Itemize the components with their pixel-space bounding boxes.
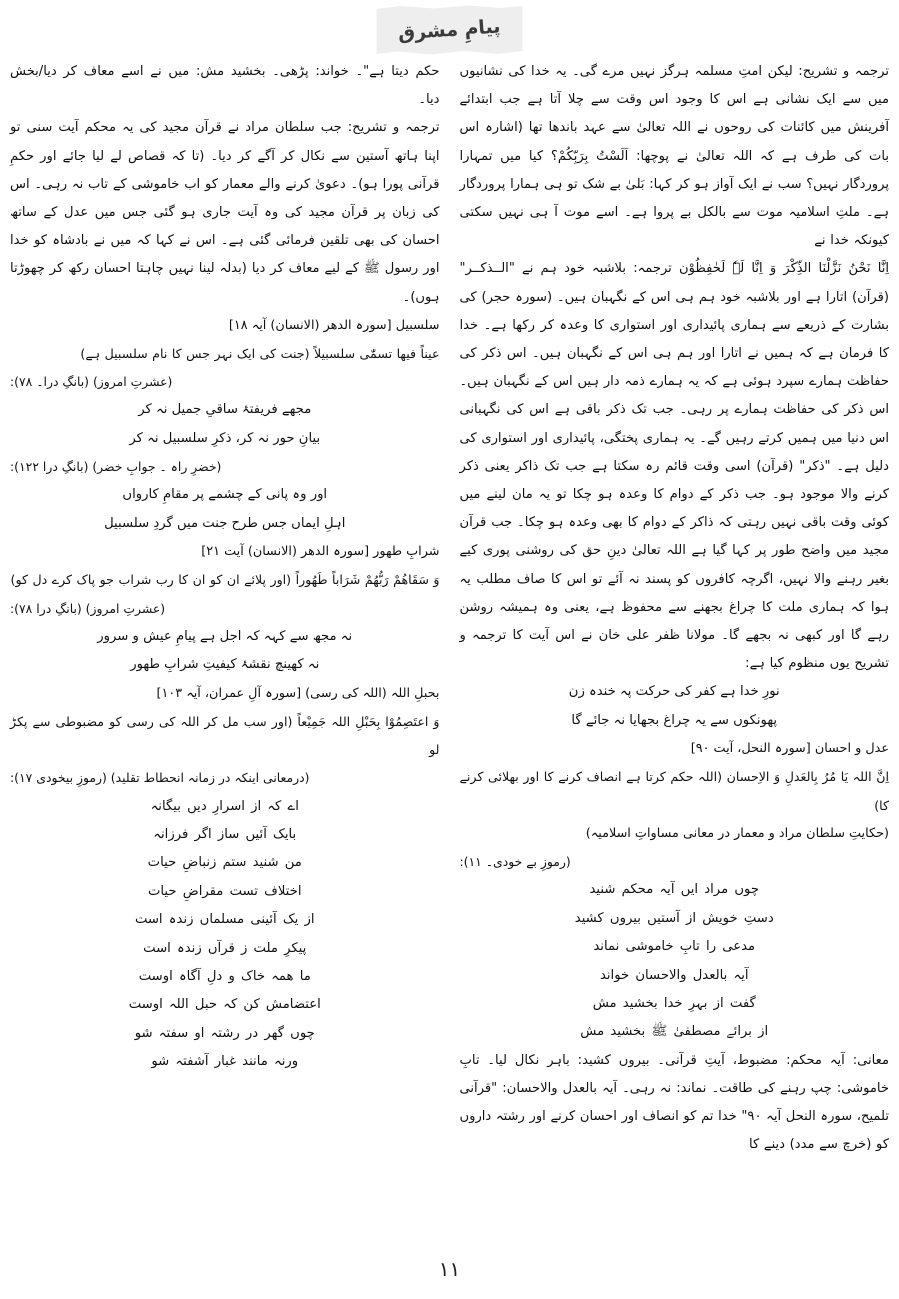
verse-line: بایک آئیں ساز اگر فرزانہ (153, 826, 297, 842)
column-left (8, 58, 444, 1243)
verse-line: از یک آئینی مسلماں زندہ است (134, 912, 315, 928)
source-citation: (عشرتِ امروز) (بانگِ درا۔ ۷۸): (10, 374, 173, 390)
verse-line: بیانِ حور نہ کر، ذکرِ سلسبیل نہ کر (129, 430, 321, 446)
column-right (456, 58, 892, 1243)
body-paragraph: وَ اعتَصِمُوْا بِحَبْلِ اللہ جَمِیْعاً (اور سب مل کر اللہ کی رسی کو مضبوطی سے پکڑ لو (10, 713, 440, 758)
verse-line: اے کہ از اسرارِ دیں بیگانہ (150, 798, 299, 814)
verse-line: نہ کھینچ نقشۂ کیفیتِ شرابِ طھور (130, 657, 320, 673)
verse-line: پھونکوں سے یہ چراغ بجھایا نہ جائے گا (571, 712, 778, 728)
source-citation: (عشرتِ امروز) (بانگِ درا ۷۸): (10, 600, 166, 616)
body-paragraph: عیناً فیھا تسمّٰی سلسبیلاً (جنت کی ایک نہر جس کا نام سلسبیل ہے) (80, 346, 440, 362)
section-heading: شرابِ طھور [سورہ الدھر (الانسان) آیت ۲۱] (201, 544, 440, 560)
verse-line: اعتضامش کن کہ حبل اللہ اوست (128, 997, 321, 1013)
verse-line: دستِ خویش از آستیں بیروں کشید (574, 910, 774, 926)
verse-line: پیکرِ ملت ز قرآں زندہ است (143, 940, 307, 956)
body-paragraph: ترجمہ و تشریح: لیکن امتِ مسلمہ ہرگز نہیں مرے گی۔ یہ خدا کی نشانیوں میں سے ایک نشانی ہے اس کا وجود اس وقت سے چلا آتا ہے جب ابتدائے آفرینش میں کائنات کی روحوں نے اللہ تعالیٰ سے عہد باندھا تھا (اشارہ اس بات کی طرف ہے کہ اللہ تعالیٰ نے پوچھا: اَلَسْتُ بِرَبِّکُمْ؟ کیا میں تمہارا پروردگار نہیں؟ سب نے ایک آواز ہو کر کہا: بَلیٰ بے شک تو ہی ہمارا پروردگار ہے۔ ملتِ اسلامیہ موت سے بالکل بے پروا ہے۔ اسے موت آ ہی نہیں سکتی کیونکہ خدا نے (459, 64, 889, 249)
verse-line: گفت از بہرِ خدا بخشید مش (592, 995, 756, 1011)
body-paragraph: اِنَّا نَحْنُ نَزَّلْنَا الذِّکْرَ وَ اِنَّا لَہٗ لَحٰفِظُوْن ترجمہ: بلاشبہ خود ہم نے "الــذکــر" (قرآن) اتارا ہے اور بلاشبہ خود ہم ہی اس کے نگہبان ہیں۔ (سورہ حجر) کی بشارت کے ذریعے سے ہماری پائیداری اور استواری کا وعدہ کر رکھا ہے۔ خدا کا فرمان ہے کہ ہمیں نے اتارا اور ہم ہی اس کے نگہبان ہیں۔ اس ذکر کی حفاظت ہمارے سپرد ہوئی ہے کہ یہ ہمارے ذمہ دار ہیں اس کے نگہبان ہیں۔ اس ذکر کی حفاظت ہمارے پر رہی۔ جب تک ذکر باقی ہے اس کی نگہبانی اس دنیا میں ہمیں کرتے رہیں گے۔ یہ ہماری پختگی، پائیداری اور استواری کی دلیل ہے۔ "ذکر" (قرآن) اسی وقت قائم رہ سکتا ہے جب تک ذاکر یعنی ذکر کرنے والا موجود ہو۔ جب ذکر کے دوام کا وعدہ ہو چکا تو یہ مان لینے میں کوئی وقت باقی نہیں رہتی کہ ذاکر کے دوام کا بھی وعدہ ہو چکا۔ جب قرآن مجید میں واضح طور پر کہا گیا ہے اللہ تعالیٰ دینِ حق کی روشنی پوری کیے بغیر رہنے والا نہیں، اگرچہ کافروں کو پسند نہ آئے تو اس کا صاف مطلب یہ ہوا کہ ہماری ملت کا چراغ بجھنے سے محفوظ ہے، یعنی وہ ہمیشہ روشن رہے گا اور کبھی نہ بجھے گا۔ مولانا ظفر علی خان نے اس آیت کا ترجمہ و تشریح یوں منظوم کیا ہے: (459, 261, 889, 672)
body-paragraph: ترجمہ و تشریح: جب سلطان مراد نے قرآن مجید کی یہ محکم آیت سنی تو اپنا ہاتھ آستین سے نکال کر آگے کر دیا۔ (تا کہ قصاص لے لیا جائے اور حکمِ قرآنی پورا ہو)۔ دعویٰ کرنے والے معمار کو اب خاموشی کے تاب نہ رہی۔ اس کی زبان پر قرآن مجید کی وہ آیت جاری ہو گئی جس میں عدل کے ساتھ احسان کی بھی تلقین فرمائی گئی ہے۔ اس نے کہا کہ میں نے بادشاہ کو خدا اور رسول ﷺ کے لیے معاف کر دیا (بدلہ لینا نہیں چاہتا احسان رکھ کر چھوڑتا ہوں)۔ (10, 120, 440, 305)
verse-line: اختلاف تست مقراضِ حیات (148, 883, 302, 899)
verse-line: از برائے مصطفیٰ ﷺ بخشید مش (580, 1024, 769, 1040)
body-paragraph: اِنَّ اللہ یَا مُرُ بِالعَدلِ وَ الاِحسان (اللہ حکم کرتا ہے انصاف کرنے کا اور بھلائی کرنے کا) (459, 769, 889, 813)
verse-line: من شنید ستم زنباضِ حیات (147, 855, 302, 871)
page-header (0, 4, 899, 56)
verse-line: نورِ خدا ہے کفر کی حرکت پہ خندہ زن (568, 684, 780, 700)
section-heading: بحبلِ اللہ (اللہ کی رسی) [سورہ آلِ عمران، آیہ ۱۰۳] (156, 685, 440, 701)
title-ribbon (374, 5, 526, 55)
verse-line: نہ مجھ سے کہہ کہ اجل ہے پیامِ عیش و سرور (97, 628, 353, 644)
section-heading: (حکایتِ سلطان مراد و معمار در معانی مساواتِ اسلامیہ) (585, 825, 889, 841)
book-title: پیامِ مشرق (397, 15, 502, 45)
verse-line: اور وہ پانی کے چشمے پر مقامِ کارواں (122, 487, 328, 503)
section-heading: عدل و احسان [سورہ النحل، آیت ۹۰] (690, 741, 889, 757)
verse-line: آیہ بالعدل والاحسان خواند (599, 967, 749, 983)
verse-line: مجھے فریفتۂ ساقیِ جمیل نہ کر (138, 402, 312, 418)
verse-line: ما ھمہ خاک و دلِ آگاہ اوست (138, 968, 311, 984)
body-paragraph: معانی: آیہ محکم: مضبوط، آیتِ قرآنی۔ بیروں کشید: باہر نکال لیا۔ تابِ خاموشی: چپ رہنے کی طاقت۔ نماند: نہ رہی۔ آیہ بالعدل والاحسان: "قرآنی تلمیح، سورہ النحل آیہ ۹۰" خدا تم کو انصاف اور احسان کرنے اور رشتہ داروں کو (خرچ سے مدد) دینے کا (459, 1052, 889, 1153)
body-paragraph: حکم دیتا ہے"۔ خواند: پڑھی۔ بخشید مش: میں نے اسے معاف کر دیا/بخش دیا۔ (10, 64, 440, 108)
section-heading: سلسبیل [سورہ الدھر (الانسان) آیہ ۱۸] (228, 317, 440, 333)
source-citation: (رموزِ بے خودی۔ ۱۱): (459, 854, 571, 870)
page-number: ۱۱ (438, 1257, 461, 1281)
body-paragraph: وَ سَقَاھُمْ رَبُّھُمْ شَرَاباً طَھُوراً (اور پلائے ان کو ان کا رب شراب جو پاک کرے دل کو) (10, 572, 440, 588)
verse-line: مدعی را تابِ خاموشی نماند (593, 939, 756, 955)
verse-line: چوں مراد ایں آیہ محکم شنید (589, 882, 759, 898)
source-citation: (درمعانی اینکہ در زمانہ انحطاط تقلید) (رموزِ بیخودی ۱۷): (10, 770, 310, 786)
verse-line: اہلِ ایماں جس طرح جنت میں گردِ سلسبیل (104, 515, 346, 531)
source-citation: (خضرِ راہ ۔ جوابِ خضر) (بانگِ درا ۱۲۲): (10, 459, 222, 475)
verse-line: ورنہ مانند غبار آشفتہ شو (151, 1054, 299, 1070)
body-columns (8, 58, 891, 1243)
verse-line: چوں گھر در رشتہ او سفتہ شو (134, 1025, 315, 1041)
